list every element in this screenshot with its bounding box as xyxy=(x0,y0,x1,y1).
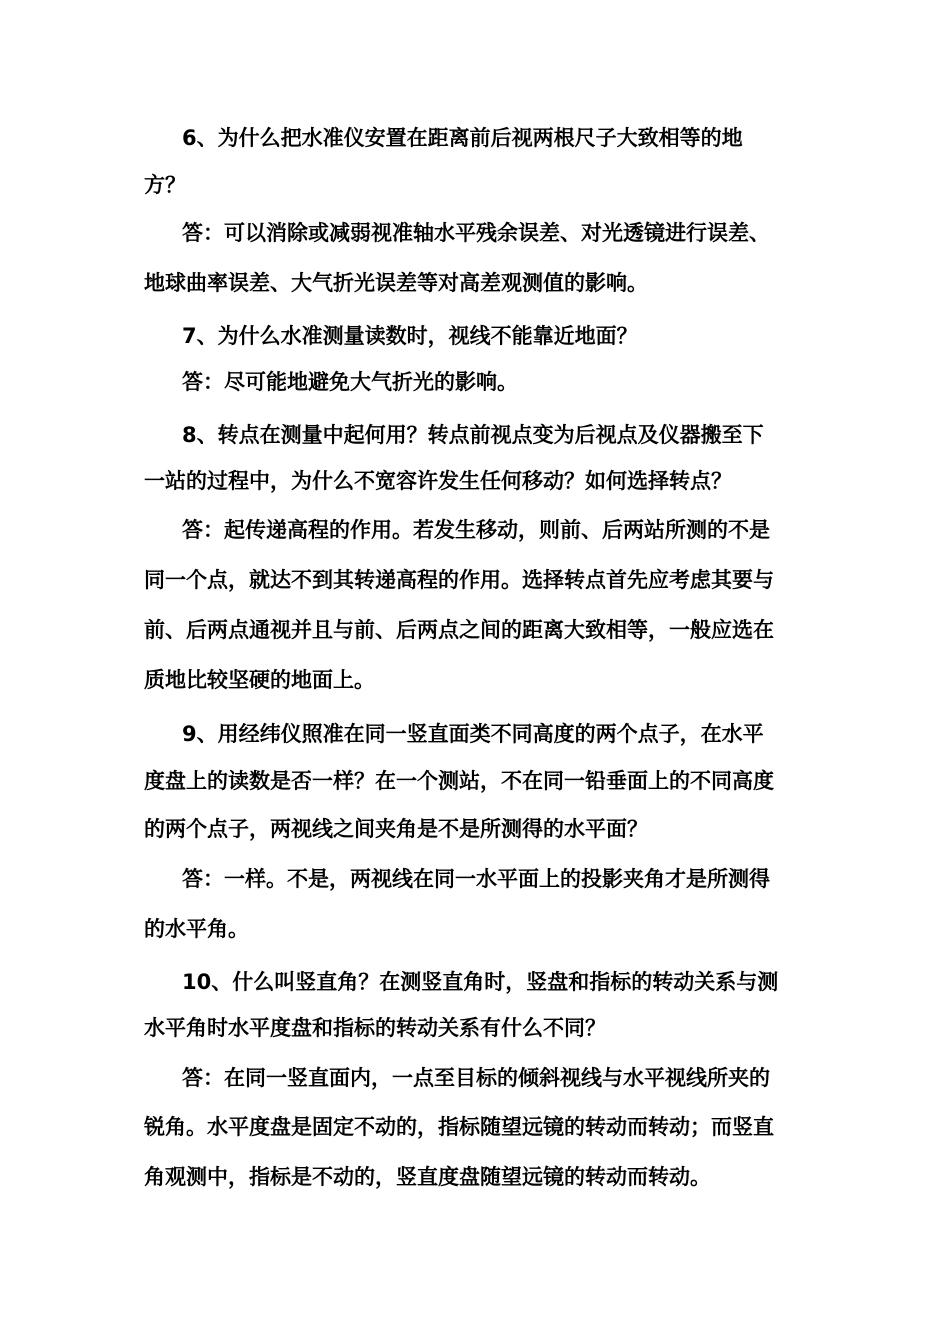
answer-9-line-1: 答：一样。不是，两视线在同一水平面上的投影夹角才是所测得 xyxy=(182,867,770,891)
question-10-line-2: 水平角时水平度盘和指标的转动关系有什么不同？ xyxy=(144,1016,606,1040)
answer-10-line-3: 角观测中，指标是不动的，竖直度盘随望远镜的转动而转动。 xyxy=(144,1165,711,1189)
answer-8-line-1: 答：起传递高程的作用。若发生移动，则前、后两站所测的不是 xyxy=(182,518,770,542)
answer-9-line-2: 的水平角。 xyxy=(144,917,249,941)
question-6-line-2: 方？ xyxy=(144,173,186,197)
answer-10-line-2: 锐角。水平度盘是固定不动的，指标随望远镜的转动而转动；而竖直 xyxy=(144,1115,774,1139)
question-8-line-2: 一站的过程中，为什么不宽容许发生任何移动？如何选择转点？ xyxy=(144,469,732,493)
question-6-line-1: 6、为什么把水准仪安置在距离前后视两根尺子大致相等的地 xyxy=(182,126,743,150)
question-10-line-1: 10、什么叫竖直角？在测竖直角时，竖盘和指标的转动关系与测 xyxy=(182,970,779,994)
answer-8-line-3: 前、后两点通视并且与前、后两点之间的距离大致相等，一般应选在 xyxy=(144,618,774,642)
answer-8-line-2: 同一个点，就达不到其转递高程的作用。选择转点首先应考虑其要与 xyxy=(144,568,774,592)
answer-7-line-1: 答：尽可能地避免大气折光的影响。 xyxy=(182,370,518,394)
question-7-line-1: 7、为什么水准测量读数时，视线不能靠近地面？ xyxy=(182,324,638,348)
question-9-line-1: 9、用经纬仪照准在同一竖直面类不同高度的两个点子，在水平 xyxy=(182,722,764,746)
question-8-line-1: 8、转点在测量中起何用？转点前视点变为后视点及仪器搬至下 xyxy=(182,423,764,447)
answer-6-line-2: 地球曲率误差、大气折光误差等对高差观测值的影响。 xyxy=(144,271,648,295)
question-9-line-3: 的两个点子，两视线之间夹角是不是所测得的水平面？ xyxy=(144,817,648,841)
answer-8-line-4: 质地比较坚硬的地面上。 xyxy=(144,668,375,692)
answer-10-line-1: 答：在同一竖直面内，一点至目标的倾斜视线与水平视线所夹的 xyxy=(182,1066,770,1090)
answer-6-line-1: 答：可以消除或减弱视准轴水平残余误差、对光透镜进行误差、 xyxy=(182,221,770,245)
question-9-line-2: 度盘上的读数是否一样？在一个测站，不在同一铅垂面上的不同高度 xyxy=(144,769,774,793)
